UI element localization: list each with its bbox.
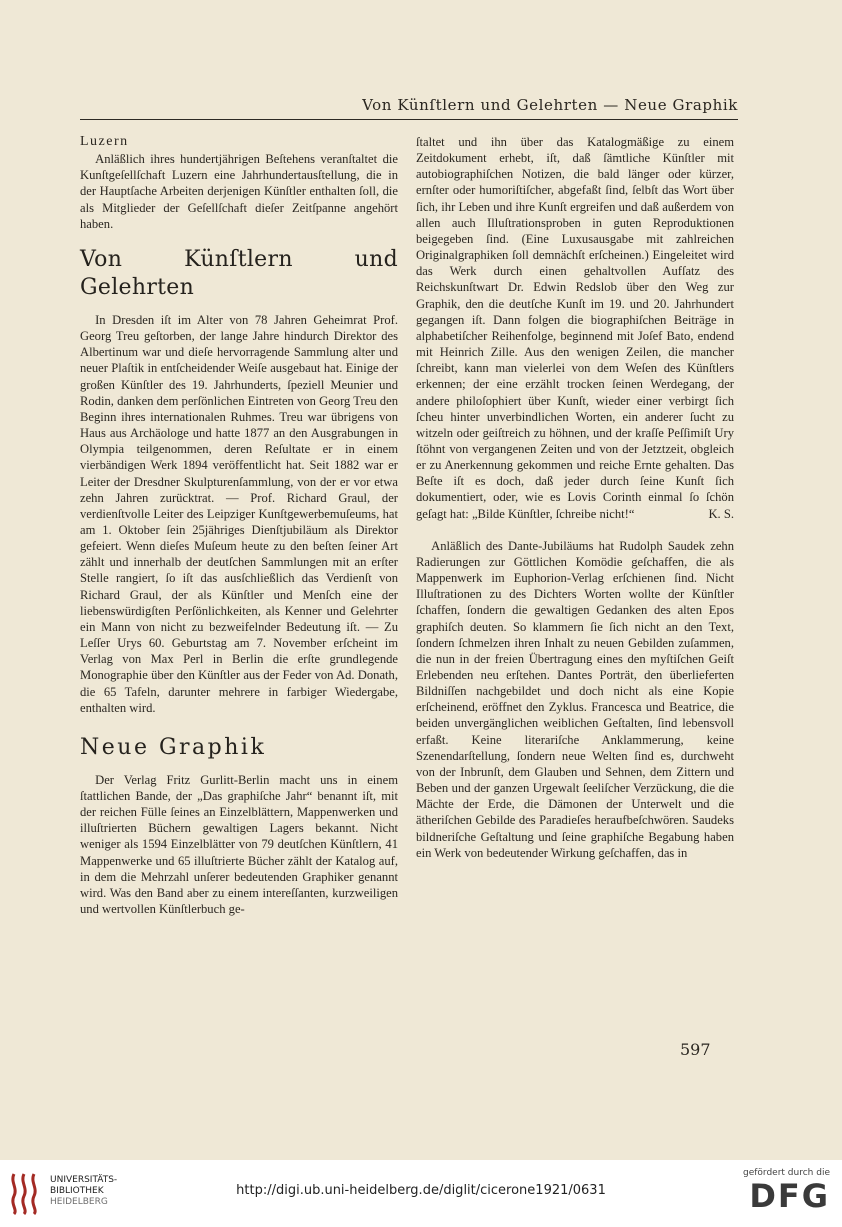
dfg-logo: DFG — [749, 1177, 830, 1215]
left-column — [80, 134, 398, 917]
kuenstler-paragraph: In Dresden iſt im Alter von 78 Jahren Geheimrat Prof. Georg Treu geſtorben, der lange Jahre hindurch Direktor des Albertinum war und dieſe hervorragende Sammlung alter und neuer Plaſtik in entſcheidender Weiſe ausgebaut hat. Einige der großen Künſtler des 19. Jahrhunderts, ſpeziell Meunier und Rodin, danken dem perſönlichen Eintreten von Georg Treu den Beginn ihres internationalen Ruhmes. Treu war übrigens von Haus aus Archäologe und hatte 1877 an den Ausgrabungen in Olympia teilgenommen, deren Reſultate er in einem vierbändigen Werk 1894 veröffentlicht hat. Seit 1882 war er Leiter der Dresdner Skulpturenſammlung, von der er vor etwa zehn Jahren zurücktrat. — Prof. Richard Graul, der verdienſtvolle Leiter des Leipziger Kunſtgewerbemuſeums, hat am 1. Oktober ſein 25jähriges Dienſtjubiläum als Direktor gefeiert. Wenn dieſes Muſeum heute zu den beſten ſeiner Art zählt und innerhalb der deutſchen Sammlungen mit an erſter Stelle rangiert, ſo iſt das ausſchließlich das Verdienſt von Richard Graul, der als Künſtler und Menſch eine der liebenswürdigſten Perſönlichkeiten, als Kenner und Gelehrter ein Mann von nicht zu bezweifelnder Bedeutung iſt. — Zu Leſſer Urys 60. Geburtstag am 7. November erſcheint im Verlag von Max Perl in Berlin die erſte grundlegende Monographie über den Künſtler aus der Feder von Ad. Donath, die 65 Tafeln, darunter mehrere in farbiger Wiedergabe, enthalten wird. — [80, 312, 398, 715]
place-heading-luzern: Luzern — [80, 134, 129, 149]
graphik-continuation-paragraph — [416, 134, 734, 522]
running-header: Von Künſtlern und Gelehrten — Neue Graphik — [362, 96, 738, 114]
permalink-url[interactable]: http://digi.ub.uni-heidelberg.de/diglit/cicerone1921/0631 — [236, 1183, 606, 1198]
funding-label: gefördert durch die — [743, 1168, 830, 1178]
author-signature: K. S. — [708, 506, 734, 521]
page-number: 597 — [680, 1040, 711, 1059]
graphik-paragraph: Der Verlag Fritz Gurlitt-Berlin macht uns in einem ſtattlichen Bande, der „Das graphiſche Jahr“ benannt iſt, mit der reichen Fülle ſeines an Einzelblättern, Mappenwerken und illuſtrierten Büchern gewaltigen Lagers bekannt. Nicht weniger als 1594 Einzelblätter von 79 deutſchen Künſtlern, 41 Mappenwerke und 65 illuſtrierte Bücher zählt der Katalog auf, in dem die Mehrzahl unſerer bedeutenden Graphiker genannt wird. Was den Band aber zu einem intereſſanten, kurzweiligen und wertvollen Künſtlerbuch ge- — [80, 772, 398, 917]
library-name-line1: UNIVERSITÄTS- — [50, 1175, 118, 1185]
luzern-paragraph: Anläßlich ihres hundertjährigen Beſtehens veranſtaltet die Kunſtgeſellſchaft Luzern eine Jahrhundertausſtellung, die in der Hauptſache Arbeiten derjenigen Künſtler enthalten ſoll, die als Mitglieder der Geſellſchaft dieſer Zeitſpanne angehört haben. — [80, 152, 398, 231]
right-column — [416, 134, 734, 861]
section-heading-kuenstler: Von Künſtlern und Gelehrten — [80, 246, 398, 300]
funding-notice — [743, 1168, 830, 1214]
header-rule — [80, 119, 738, 120]
graphik-continuation-text: ſtaltet und ihn über das Katalogmäßige zu einem Zeitdokument erhebt, iſt, daß ſämtliche Künſtler mit autobiographiſchen Notizen, die bald länger oder kürzer, ernſter oder humoriſtiſcher, abgefaßt ſind, ſelbſt das Wort über ſich, ihr Leben und ihre Kunſt ergreifen und daß außerdem von allen auch Illuſtrationsproben in guten Reproduktionen beigegeben ſind. (Eine Luxusausgabe mit zahlreichen Originalgraphiken ſoll demnächſt erſcheinen.) Eingeleitet wird das Werk durch einen gehaltvollen Aufſatz des Reichskunſtwart Dr. Edwin Redslob über den Weg zur Graphik, den die deutſche Kunſt im 19. und 20. Jahrhundert gegangen iſt. Dann folgen die biographiſchen Beiträge in alphabetiſcher Reihenfolge, beginnend mit Joſef Bato, endend mit Heinrich Zille. Aus den wenigen Zeilen, die mancher ſchreibt, kann man vielerlei von dem Weſen des Künſtlers erkennen; der eine erzählt trocken ſeinen Werdegang, der andere philoſophiert über Kunſt, wieder einer verbirgt ſich ſcheu hinter unverbindlichen Worten, ein anderer ſucht zu witzeln oder geiſtreich zu höhnen, und der kraſſe Peſſimiſt Ury ſtöhnt von vergangenen Zeiten und von der Jetztzeit, obgleich er zu Anerkennung gekommen und reiche Ernte gehalten. Das Beſte iſt es doch, daß jeder durch ſeine Kunſt ſich dokumentiert, oder, wie es Lovis Corinth einmal ſo ſchön geſagt hat: „Bilde Künſtler, ſchreibe nicht!“ — [416, 135, 734, 521]
digitization-footer — [0, 1160, 842, 1227]
library-name-line3: HEIDELBERG — [50, 1197, 108, 1207]
section-heading-graphik: Neue Graphik — [80, 734, 267, 760]
dante-paragraph: Anläßlich des Dante-Jubiläums hat Rudolph Saudek zehn Radierungen zur Göttlichen Komödie geſchaffen, die als Mappenwerk im Euphorion-Verlag erſchienen ſind. Nicht Illuſtrationen zu des Dichters Worten wollte der Künſtler ſchaffen, ſondern die gewaltigen Gedanken des alten Epos graphiſch deuten. So klammern ſie ſich nicht an den Text, ſondern ſchmelzen ihren Inhalt zu neuen Gebilden zuſammen, die nun in der freien Übertragung eines den myſtiſchen Geiſt Erlebenden neu erſtehen. Dantes Porträt, den überlieferten Bildniſſen nachgebildet und doch nicht als eine Kopie erſcheinend, eröffnet den Zyklus. Francesca und Beatrice, die beiden unvergänglichen weiblichen Geſtalten, ſind lebensvoll erfaßt. Keine literariſche Anklammerung, keine Szenendarſtellung, ſondern neue Welten ſind es, durchweht von der Inbrunſt, dem Glauben und Sehnen, dem Zittern und Beben und der ganzen Urgewalt ſeeliſcher Verzückung, die die Mächte der Erde, die Dämonen der Unterwelt und die ätheriſchen Gebilde des Paradieſes heraufbeſchwören. Saudeks bildneriſche Geſtaltung und ſeine graphiſche Begabung haben ein Werk von bedeutender Wirkung geſchaffen, das in — [416, 538, 734, 860]
library-name-line2: BIBLIOTHEK — [50, 1186, 104, 1196]
